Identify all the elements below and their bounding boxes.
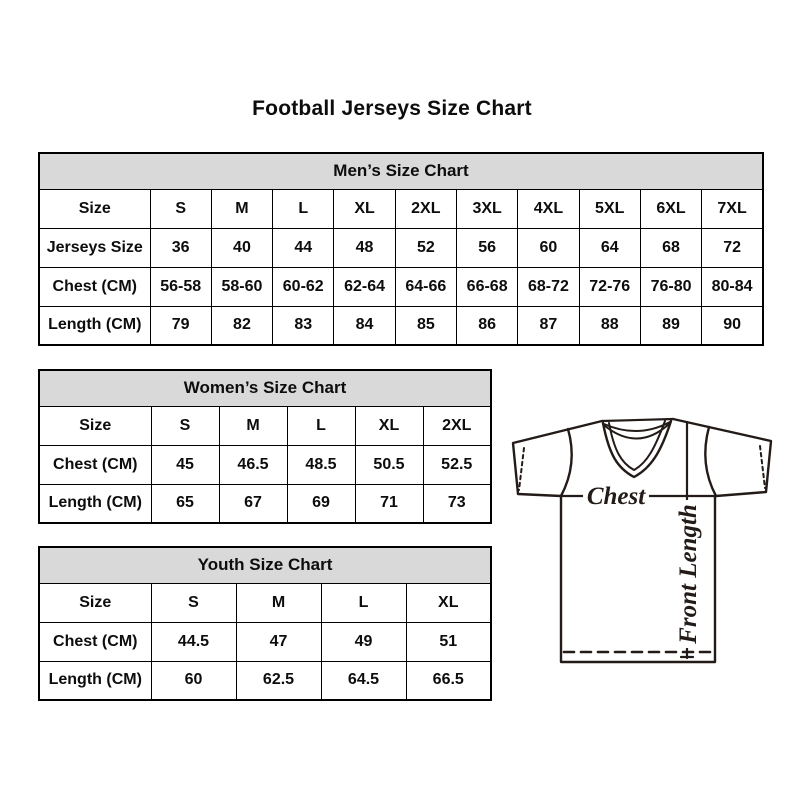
table-row xyxy=(39,445,491,484)
value-cell: 60-62 xyxy=(273,267,334,306)
value-cell: 3XL xyxy=(456,189,517,228)
row-header-cell: Length (CM) xyxy=(39,306,150,345)
table-title-row xyxy=(39,370,491,406)
value-cell: 56 xyxy=(456,228,517,267)
table-title-row xyxy=(39,153,763,189)
value-cell: M xyxy=(219,406,287,445)
value-cell: S xyxy=(150,189,211,228)
row-header-cell: Length (CM) xyxy=(39,661,151,700)
value-cell: 2XL xyxy=(423,406,491,445)
value-cell: 2XL xyxy=(395,189,456,228)
table-row xyxy=(39,189,763,228)
value-cell: S xyxy=(151,583,236,622)
value-cell: 44 xyxy=(273,228,334,267)
value-cell: 90 xyxy=(702,306,763,345)
value-cell: 51 xyxy=(406,622,491,661)
value-cell: 64.5 xyxy=(321,661,406,700)
value-cell: 76-80 xyxy=(640,267,701,306)
table-title: Men’s Size Chart xyxy=(39,153,763,189)
value-cell: 89 xyxy=(640,306,701,345)
value-cell: 4XL xyxy=(518,189,579,228)
value-cell: 65 xyxy=(151,484,219,523)
value-cell: 52.5 xyxy=(423,445,491,484)
value-cell: 68-72 xyxy=(518,267,579,306)
value-cell: 87 xyxy=(518,306,579,345)
table-title: Youth Size Chart xyxy=(39,547,491,583)
table-title-row xyxy=(39,547,491,583)
value-cell: 80-84 xyxy=(702,267,763,306)
row-header-cell: Length (CM) xyxy=(39,484,151,523)
value-cell: 58-60 xyxy=(211,267,272,306)
jersey-right-cuff-dashed-line xyxy=(760,446,765,488)
row-header-cell: Size xyxy=(39,189,150,228)
value-cell: L xyxy=(287,406,355,445)
value-cell: XL xyxy=(334,189,395,228)
value-cell: L xyxy=(273,189,334,228)
value-cell: 73 xyxy=(423,484,491,523)
table-row xyxy=(39,661,491,700)
jersey-left-seam xyxy=(561,429,572,496)
value-cell: 6XL xyxy=(640,189,701,228)
jersey-right-seam xyxy=(705,427,716,496)
row-header-cell: Chest (CM) xyxy=(39,445,151,484)
womens-size-chart-table xyxy=(38,369,492,524)
value-cell: 60 xyxy=(518,228,579,267)
table-row xyxy=(39,267,763,306)
value-cell: 68 xyxy=(640,228,701,267)
value-cell: 72-76 xyxy=(579,267,640,306)
row-header-cell: Chest (CM) xyxy=(39,267,150,306)
value-cell: 69 xyxy=(287,484,355,523)
value-cell: 48 xyxy=(334,228,395,267)
value-cell: L xyxy=(321,583,406,622)
chest-label: Chest xyxy=(586,483,646,510)
row-header-cell: Size xyxy=(39,406,151,445)
page-title: Football Jerseys Size Chart xyxy=(252,97,532,120)
value-cell: 66.5 xyxy=(406,661,491,700)
jersey-collar-top-line xyxy=(602,419,673,421)
value-cell: 72 xyxy=(702,228,763,267)
youth-size-chart-table xyxy=(38,546,492,701)
value-cell: 5XL xyxy=(579,189,640,228)
value-cell: 50.5 xyxy=(355,445,423,484)
value-cell: 64 xyxy=(579,228,640,267)
value-cell: 71 xyxy=(355,484,423,523)
table-row xyxy=(39,622,491,661)
value-cell: 36 xyxy=(150,228,211,267)
value-cell: 79 xyxy=(150,306,211,345)
value-cell: M xyxy=(211,189,272,228)
value-cell: 85 xyxy=(395,306,456,345)
value-cell: 52 xyxy=(395,228,456,267)
value-cell: 56-58 xyxy=(150,267,211,306)
value-cell: 40 xyxy=(211,228,272,267)
value-cell: 66-68 xyxy=(456,267,517,306)
table-row xyxy=(39,484,491,523)
jersey-collar-back-curve-1 xyxy=(604,422,670,431)
value-cell: 88 xyxy=(579,306,640,345)
value-cell: 82 xyxy=(211,306,272,345)
front-length-label: Front Length xyxy=(675,504,702,644)
row-header-cell: Size xyxy=(39,583,151,622)
table-row xyxy=(39,228,763,267)
table-row xyxy=(39,583,491,622)
value-cell: S xyxy=(151,406,219,445)
value-cell: 45 xyxy=(151,445,219,484)
row-header-cell: Chest (CM) xyxy=(39,622,151,661)
jersey-measurement-diagram xyxy=(504,412,780,670)
row-header-cell: Jerseys Size xyxy=(39,228,150,267)
value-cell: 44.5 xyxy=(151,622,236,661)
value-cell: 60 xyxy=(151,661,236,700)
value-cell: 49 xyxy=(321,622,406,661)
value-cell: M xyxy=(236,583,321,622)
table-row xyxy=(39,406,491,445)
value-cell: 46.5 xyxy=(219,445,287,484)
value-cell: 62.5 xyxy=(236,661,321,700)
value-cell: XL xyxy=(355,406,423,445)
value-cell: 83 xyxy=(273,306,334,345)
table-row xyxy=(39,306,763,345)
value-cell: 62-64 xyxy=(334,267,395,306)
table-title: Women’s Size Chart xyxy=(39,370,491,406)
mens-size-chart-table xyxy=(38,152,764,346)
value-cell: 7XL xyxy=(702,189,763,228)
jersey-left-cuff-dashed-line xyxy=(519,448,524,490)
value-cell: 67 xyxy=(219,484,287,523)
value-cell: XL xyxy=(406,583,491,622)
value-cell: 48.5 xyxy=(287,445,355,484)
value-cell: 86 xyxy=(456,306,517,345)
value-cell: 64-66 xyxy=(395,267,456,306)
value-cell: 47 xyxy=(236,622,321,661)
value-cell: 84 xyxy=(334,306,395,345)
